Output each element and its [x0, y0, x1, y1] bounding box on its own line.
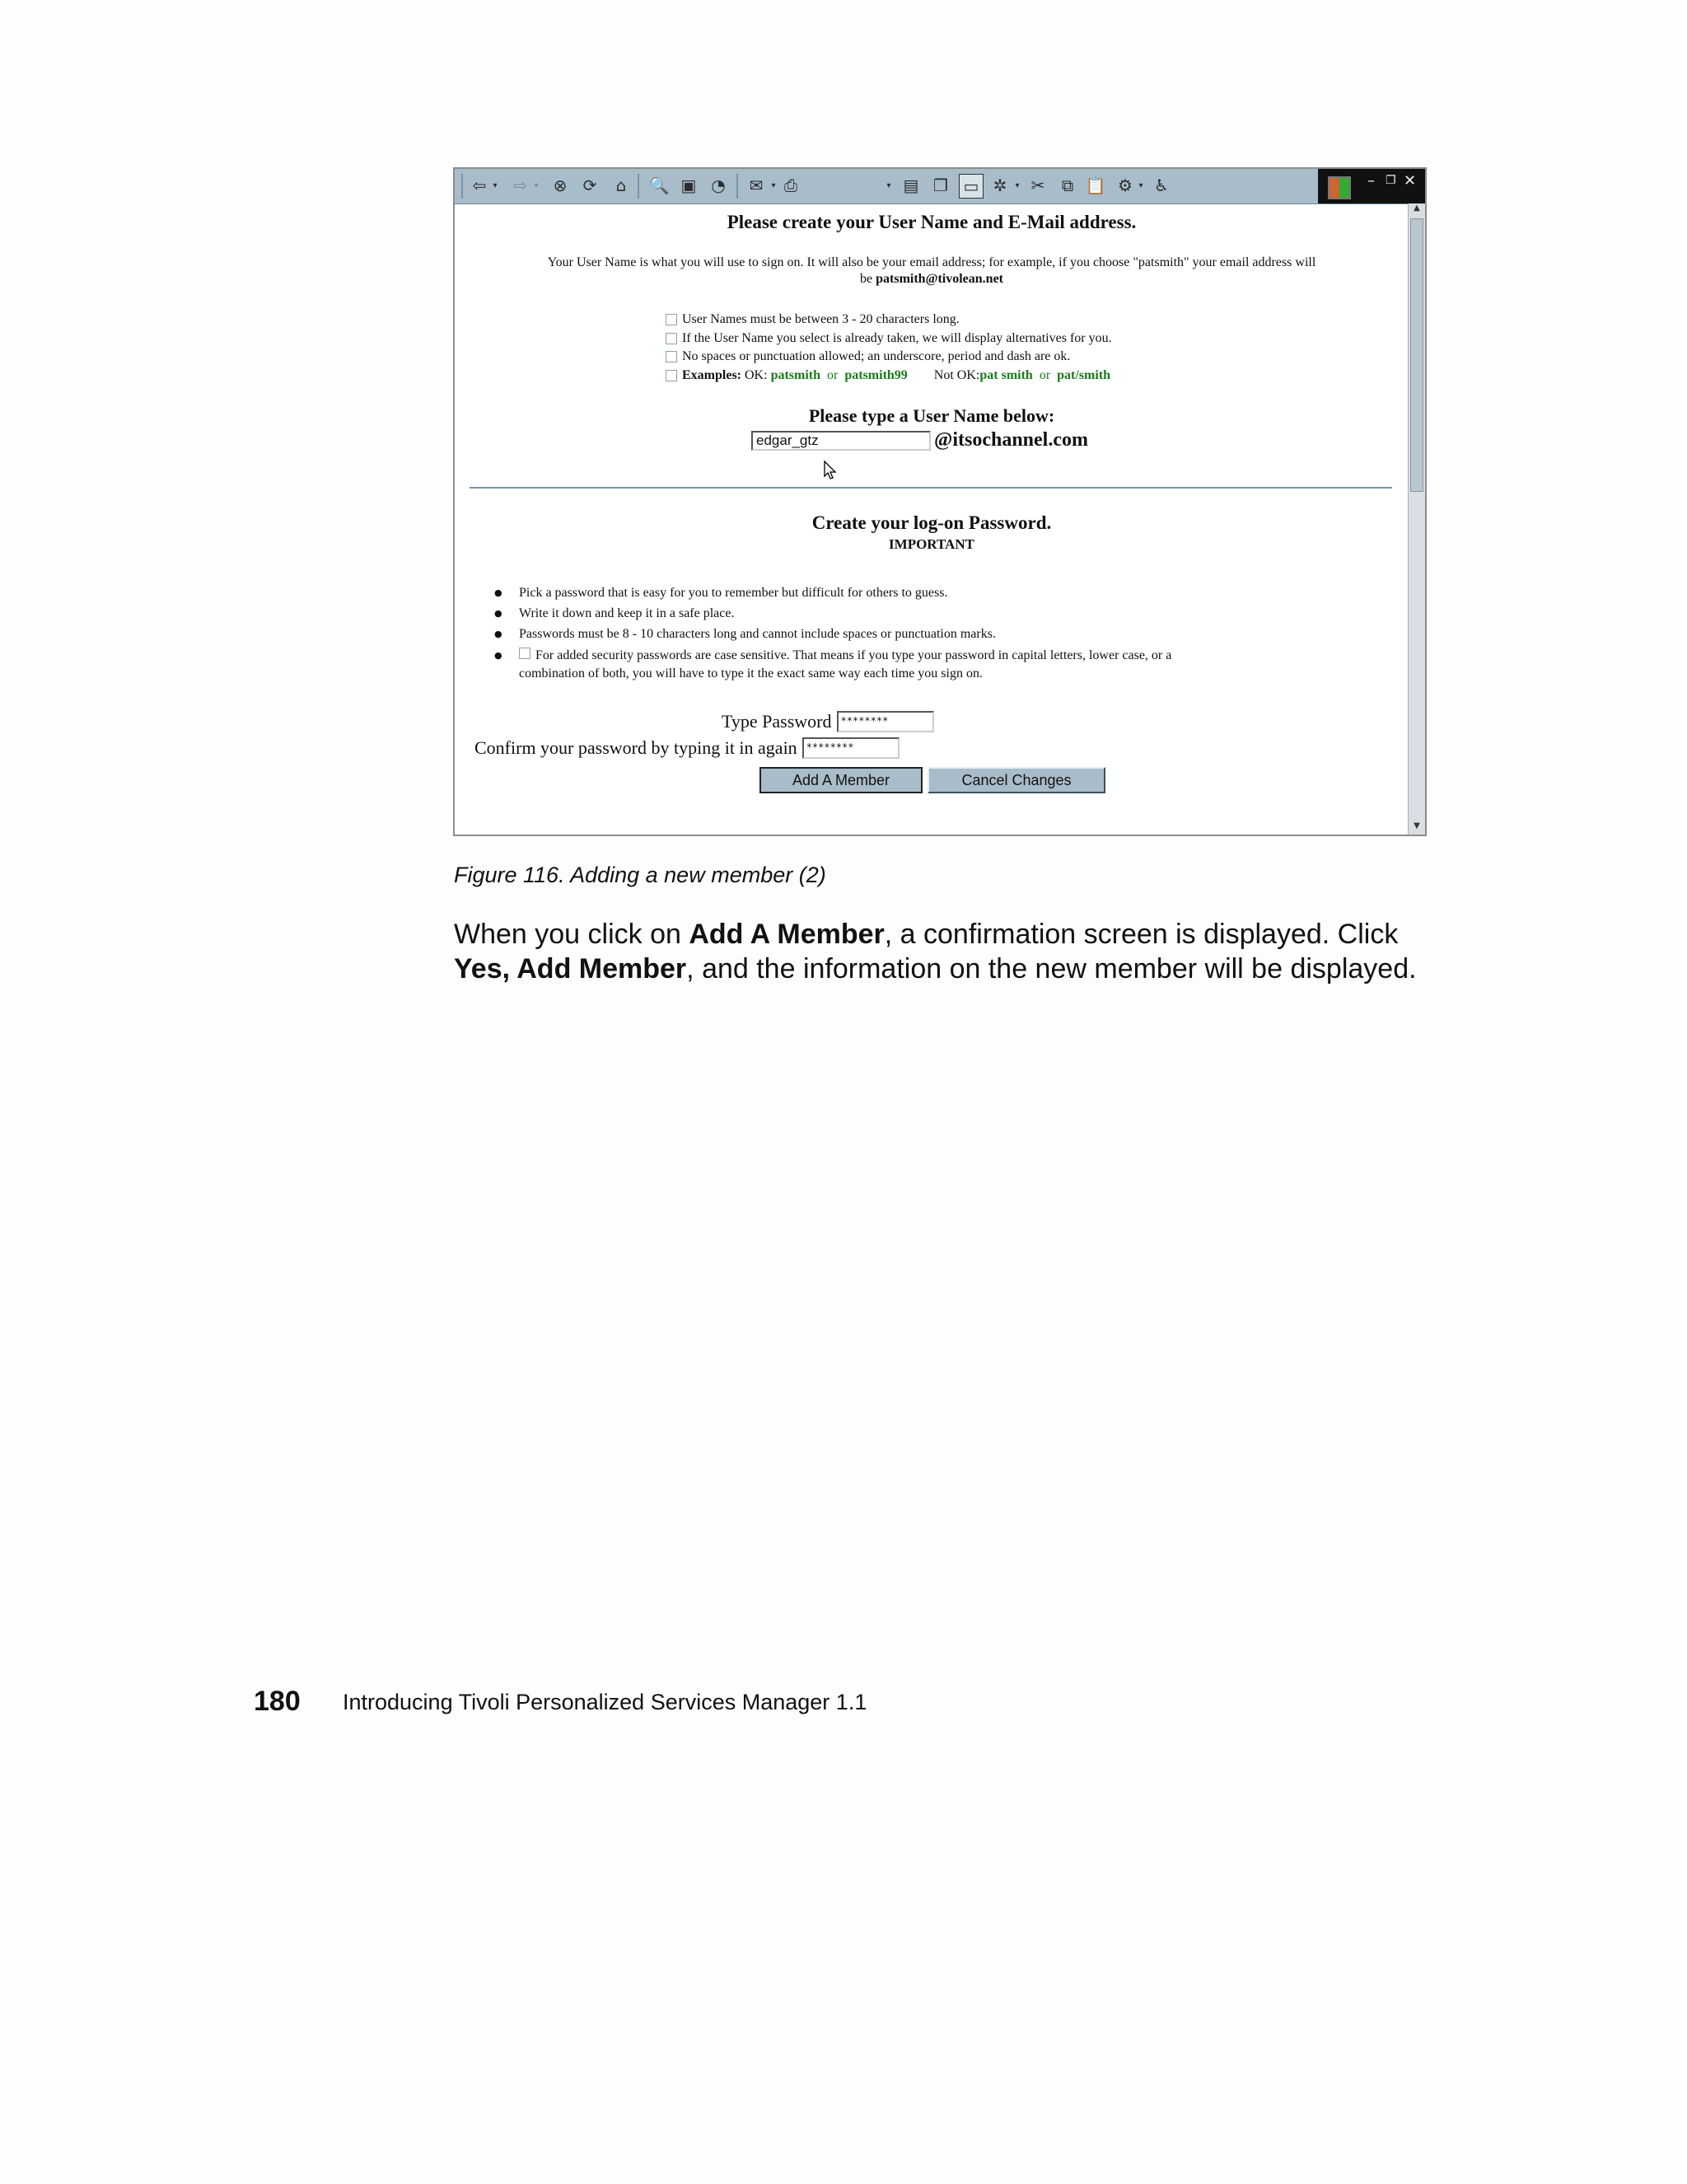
running-footer: Introducing Tivoli Personalized Services Manager 1.1 [343, 1690, 867, 1714]
back-icon[interactable]: ⇦ [472, 175, 487, 195]
add-member-button[interactable]: Add A Member [759, 767, 923, 793]
toolbar-separator [736, 174, 738, 199]
stop-icon[interactable]: ⊗ [553, 175, 568, 195]
rule-item [666, 330, 1112, 348]
guideline-item: ● Pick a password that is easy for you to remember but difficult for others to guess. [488, 582, 1359, 603]
window-controls [1318, 169, 1425, 203]
password-input[interactable]: ******** [837, 711, 934, 732]
refresh-icon[interactable]: ⟳ [582, 175, 597, 195]
web-page-content [455, 203, 1409, 835]
checkbox-icon [666, 333, 677, 344]
close-icon[interactable]: ✕ [1404, 172, 1417, 189]
figure-caption: Figure 116. Adding a new member (2) [454, 863, 826, 887]
confirm-password-label: Confirm your password by typing it in again [474, 737, 797, 758]
browser-screenshot [453, 167, 1427, 836]
body-bold-text: Yes, Add Member [454, 953, 687, 984]
checkbox-icon [519, 648, 530, 659]
accessibility-icon[interactable]: ♿ [1154, 175, 1169, 195]
toolbar-separator [638, 174, 639, 199]
checkbox-icon [666, 314, 677, 325]
body-bold-text: Add A Member [689, 919, 885, 950]
page-number: 180 [254, 1686, 301, 1717]
browser-toolbar [455, 169, 1425, 204]
checkbox-icon [666, 370, 677, 381]
ok-example-1: patsmith [770, 367, 821, 382]
scroll-down-icon[interactable]: ▼ [1414, 821, 1420, 830]
minimize-icon[interactable]: – [1367, 172, 1375, 189]
forward-icon[interactable]: ⇨ [513, 175, 528, 195]
confirm-password-row [474, 737, 900, 759]
checkbox-icon [666, 351, 677, 362]
tools-icon[interactable]: ✲ [993, 175, 1007, 195]
settings-icon[interactable]: ⚙ [1118, 175, 1133, 195]
cancel-changes-button[interactable]: Cancel Changes [928, 767, 1105, 793]
print-icon[interactable]: ⎙ [784, 175, 797, 195]
example-email: patsmith@tivolean.net [876, 272, 1003, 286]
username-rules [666, 311, 1112, 385]
type-username-heading: Please type a User Name below: [808, 405, 1055, 426]
type-password-row [722, 711, 934, 732]
guideline-item: ● Write it down and keep it in a safe place. [488, 603, 1359, 624]
body-text: , a confirmation screen is displayed. Click [884, 919, 1399, 950]
rule-item [666, 311, 1112, 330]
rule-text: User Names must be between 3 - 20 characters long. [682, 312, 960, 326]
guideline-item: ● Passwords must be 8 - 10 characters long and cannot include spaces or punctuation marks. [488, 624, 1359, 644]
edit-icon[interactable]: ▤ [903, 175, 919, 195]
username-row [751, 429, 1088, 451]
examples-row [666, 367, 1112, 386]
restore-icon[interactable]: ❐ [1386, 174, 1396, 187]
scroll-up-icon[interactable]: ▲ [1414, 203, 1420, 213]
username-input[interactable]: edgar_gtz [751, 431, 931, 451]
history-icon[interactable]: ◔ [711, 175, 726, 195]
favorites-icon[interactable]: ▣ [680, 175, 697, 195]
body-paragraph [454, 917, 1451, 986]
tools-dropdown-icon[interactable]: ▾ [1015, 180, 1020, 190]
vertical-scrollbar[interactable] [1408, 203, 1425, 835]
home-icon[interactable]: ⌂ [615, 175, 627, 195]
intro-text: Your User Name is what you will use to sign on. It will also be your email address; for example, if you choose "patsmith" your email address will [547, 255, 1316, 269]
fullscreen-icon[interactable]: ▭ [959, 174, 984, 199]
rule-item [666, 348, 1112, 367]
intro-prefix: be [860, 272, 873, 286]
ok-example-2: patsmith99 [844, 367, 908, 382]
email-domain: @itsochannel.com [934, 429, 1088, 451]
important-label: IMPORTANT [889, 536, 974, 552]
window-icon[interactable]: ❐ [933, 175, 948, 195]
guideline-item [488, 647, 1359, 683]
password-guidelines [488, 582, 1359, 683]
dropdown-icon[interactable]: ▾ [886, 180, 891, 190]
search-icon[interactable]: 🔍 [648, 175, 670, 195]
forward-dropdown-icon[interactable]: ▾ [534, 180, 539, 190]
windows-logo-icon [1328, 176, 1351, 199]
scroll-thumb[interactable] [1410, 218, 1423, 492]
rule-text: If the User Name you select is already taken, we will display alternatives for you. [682, 330, 1112, 345]
mail-icon[interactable]: ✉ [749, 175, 764, 195]
password-heading: Create your log-on Password. [811, 512, 1052, 533]
section-divider [470, 487, 1392, 489]
paste-icon[interactable]: 📋 [1085, 175, 1106, 195]
username-heading: Please create your User Name and E-Mail address. [727, 212, 1137, 232]
cut-icon[interactable]: ✂ [1030, 175, 1045, 195]
back-dropdown-icon[interactable]: ▾ [493, 180, 498, 190]
notok-label: Not OK: [933, 367, 980, 382]
examples-label: Examples: [682, 367, 741, 382]
mail-dropdown-icon[interactable]: ▾ [771, 180, 776, 190]
bad-example-2: pat/smith [1057, 367, 1111, 382]
or-text: or [827, 367, 839, 382]
body-text: When you click on [454, 919, 689, 950]
bad-example-1: pat smith [979, 367, 1033, 382]
mouse-cursor-icon [824, 461, 839, 480]
rule-text: No spaces or punctuation allowed; an underscore, period and dash are ok. [682, 349, 1071, 363]
body-text: , and the information on the new member will be displayed. [686, 953, 1417, 984]
or-text: or [1039, 367, 1051, 382]
settings-dropdown-icon[interactable]: ▾ [1138, 180, 1143, 190]
guideline-text: For added security passwords are case sensitive. That means if you type your password in capital letters, lower case, or a [535, 648, 1172, 662]
confirm-password-input[interactable]: ******** [802, 737, 900, 759]
toolbar-separator [461, 174, 463, 199]
intro-paragraph [455, 255, 1409, 288]
type-password-label: Type Password [722, 711, 832, 732]
ok-label: OK: [745, 367, 768, 382]
guideline-text: combination of both, you will have to type it the exact same way each time you sign on. [519, 666, 983, 680]
copy-icon[interactable]: ⧉ [1061, 175, 1074, 195]
